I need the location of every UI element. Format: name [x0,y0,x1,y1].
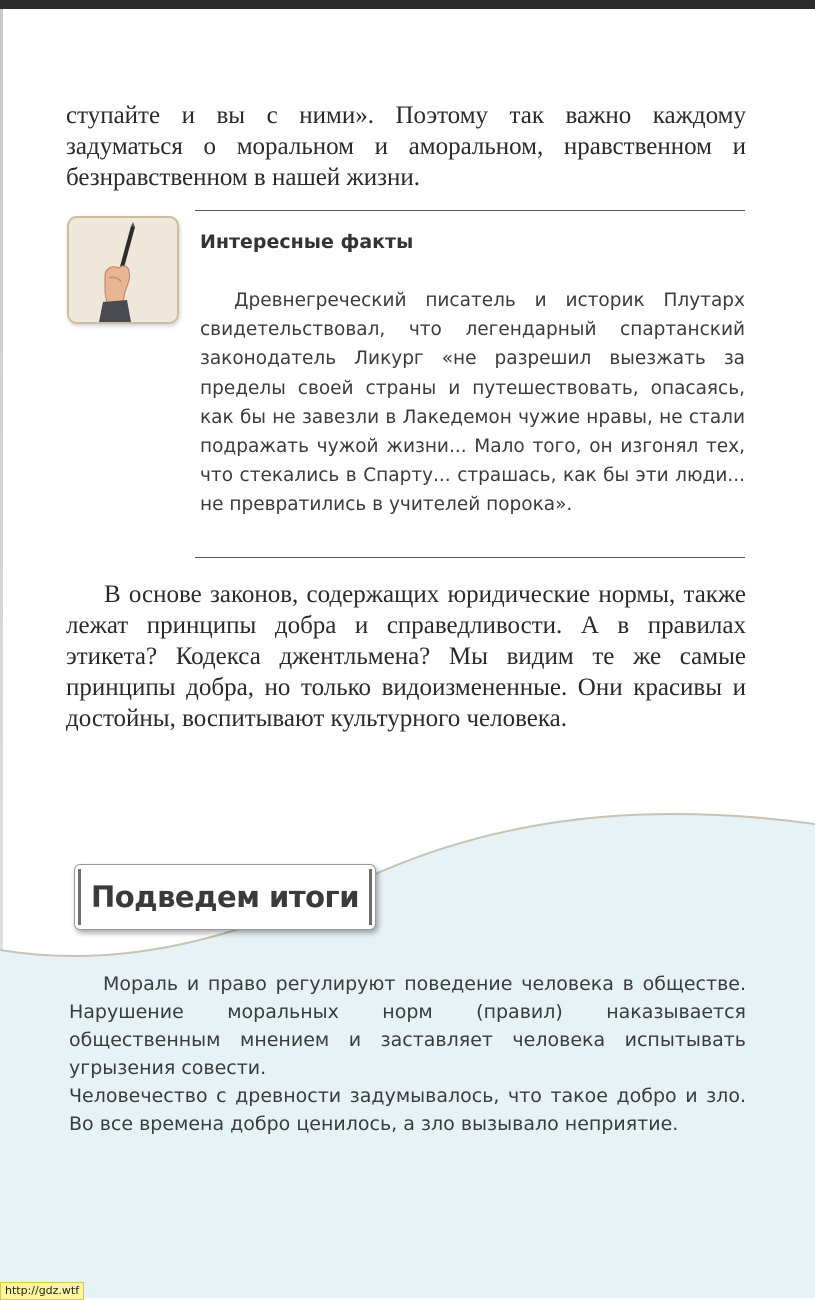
facts-title: Интересные факты [200,231,414,253]
facts-bottom-rule [195,557,745,558]
summary-paragraph-1: Мораль и право регулируют поведение человека в обществе. Нарушение моральных норм (правил) наказывается общественным мнением и заставляет человека испытывать угрызения совести. [69,973,746,1079]
paragraph-top: ступайте и вы с ними». Поэтому так важно каждому задуматься о моральном и аморальном, нравственном и безнравственном в нашей жизни. [66,102,746,191]
page-top-edge [0,0,815,9]
summary-text [69,970,746,1138]
facts-top-rule [195,210,745,211]
watermark-link[interactable]: http://gdz.wtf [0,1282,84,1300]
hand-with-pen-icon [67,216,179,324]
summary-paragraph-2: Человечество с древности задумывалось, что такое добро и зло. Во все времена добро ценилось, а зло вызывало неприятие. [69,1085,746,1135]
summary-heading-box [74,864,376,930]
paragraph-middle: В основе законов, содержащих юридические нормы, также лежат принципы добра и справедливости. А в правилах этикета? Кодекса джентльмена? Мы видим те же самые принципы добра, но только видоизмененные. Они красивы и достойны, воспитывают культурного человека. [66,581,746,732]
summary-title: Подведем итоги [90,880,360,914]
facts-text: Древнегреческий писатель и историк Плутарх свидетельствовал, что легендарный спартанский законодатель Ликург «не разрешил выезжать за пределы своей страны и путешествовать, опасаясь, как бы не завезли в Лакедемон чужие нравы, не стали подражать чужой жизни... Мало того, он изгонял тех, что стекались в Спарту... страшась, как бы эти люди... не превратились в учителей порока». [200,290,745,516]
